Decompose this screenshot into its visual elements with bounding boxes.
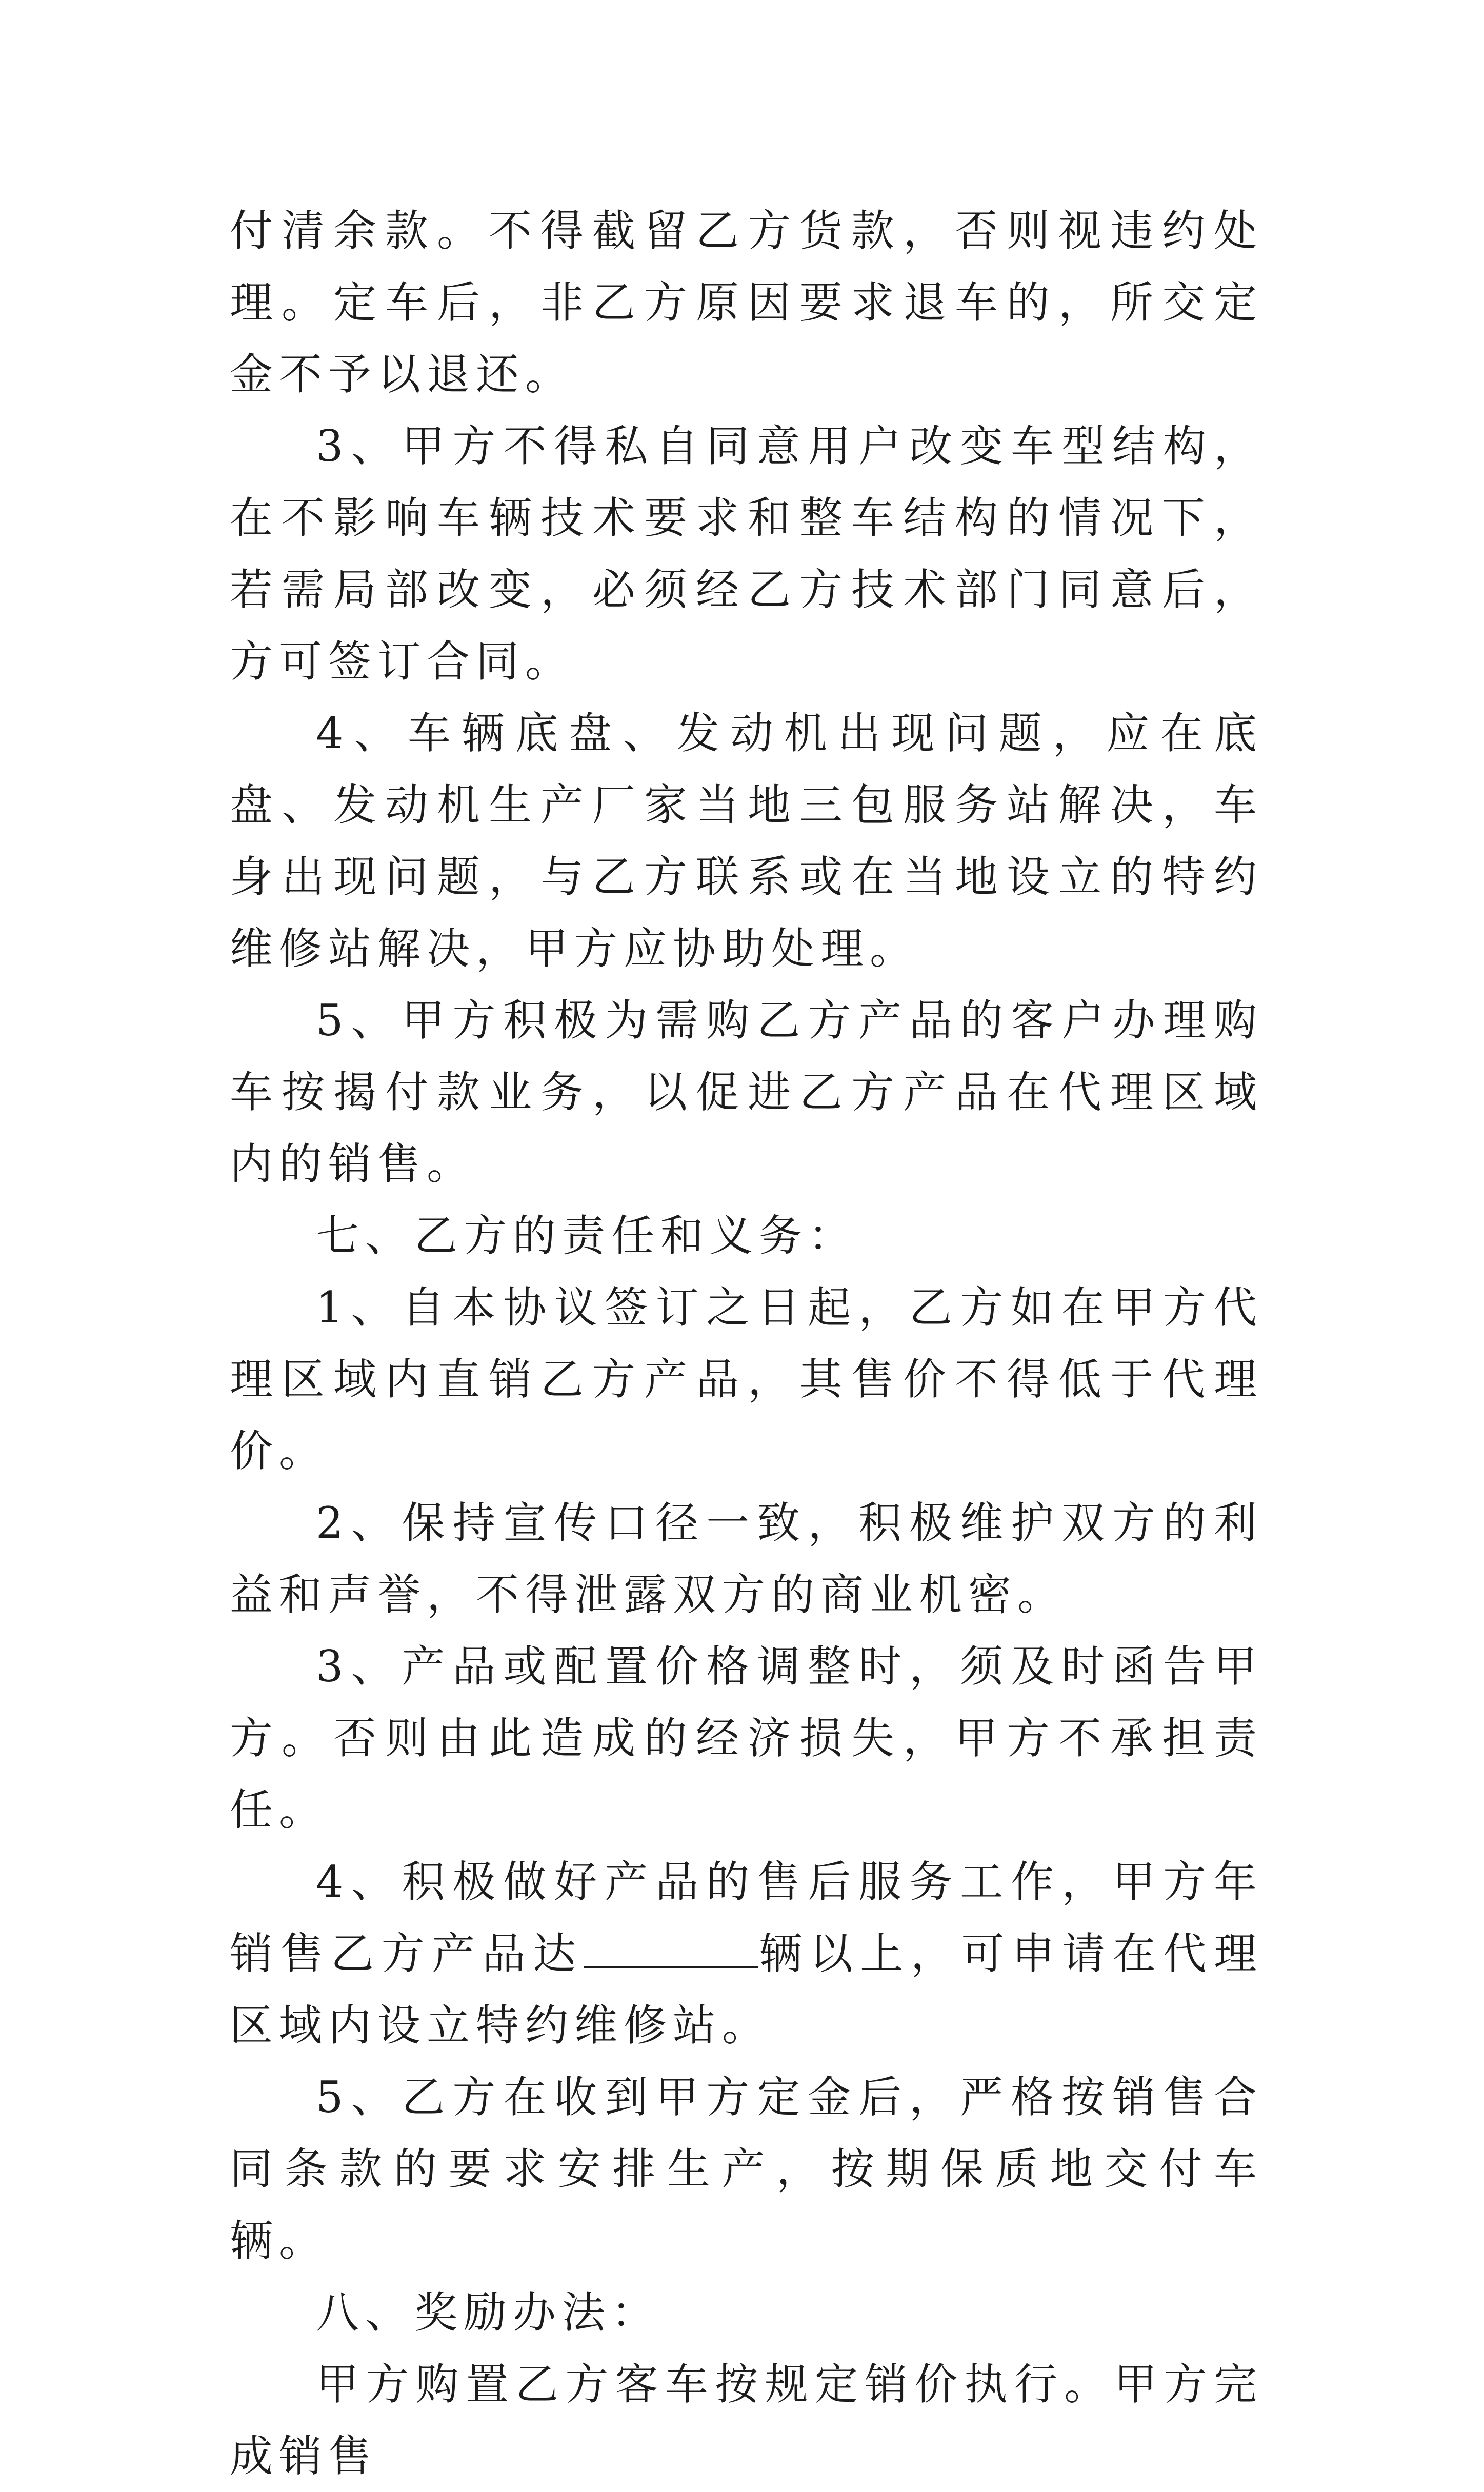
paragraph-4: 5、甲方积极为需购乙方产品的客户办理购车按揭付款业务，以促进乙方产品在代理区域内的销售。 bbox=[230, 995, 1263, 1189]
paragraph-12: 甲方购置乙方客车按规定销价执行。甲方完成销售 bbox=[230, 2359, 1263, 2481]
paragraph-1: 付清余款。不得截留乙方货款，否则视违约处理。定车后，非乙方原因要求退车的，所交定金不予以退还。 bbox=[230, 206, 1263, 399]
paragraph-2: 3、甲方不得私自同意用户改变车型结构，在不影响车辆技术要求和整车结构的情况下，若需局部改变，必须经乙方技术部门同意后，方可签订合同。 bbox=[230, 421, 1263, 687]
paragraph-9 bbox=[230, 1846, 1263, 2061]
paragraph-9-after: 辆以上，可申请在代理区域内设立特约维修站。 bbox=[230, 1928, 1263, 2051]
section-heading-7: 七、乙方的责任和义务： bbox=[316, 1211, 858, 1261]
paragraph-9-before: 4、积极做好产品的售后服务工作，甲方年销售乙方产品达 bbox=[230, 1857, 1263, 1979]
document-body bbox=[230, 195, 1263, 2492]
paragraph-10: 5、乙方在收到甲方定金后，严格按销售合同条款的要求安排生产，按期保质地交付车辆。 bbox=[230, 2072, 1263, 2266]
fill-in-blank bbox=[584, 1931, 758, 1968]
paragraph-8: 3、产品或配置价格调整时，须及时函告甲方。否则由此造成的经济损失，甲方不承担责任。 bbox=[230, 1641, 1263, 1835]
paragraph-7: 2、保持宣传口径一致，积极维护双方的利益和声誉，不得泄露双方的商业机密。 bbox=[230, 1498, 1263, 1620]
section-heading-8: 八、奖励办法： bbox=[316, 2287, 661, 2338]
paragraph-6: 1、自本协议签订之日起，乙方如在甲方代理区域内直销乙方产品，其售价不得低于代理价。 bbox=[230, 1282, 1263, 1476]
paragraph-3: 4、车辆底盘、发动机出现问题，应在底盘、发动机生产厂家当地三包服务站解决，车身出现问题，与乙方联系或在当地设立的特约维修站解决，甲方应协助处理。 bbox=[230, 708, 1263, 974]
